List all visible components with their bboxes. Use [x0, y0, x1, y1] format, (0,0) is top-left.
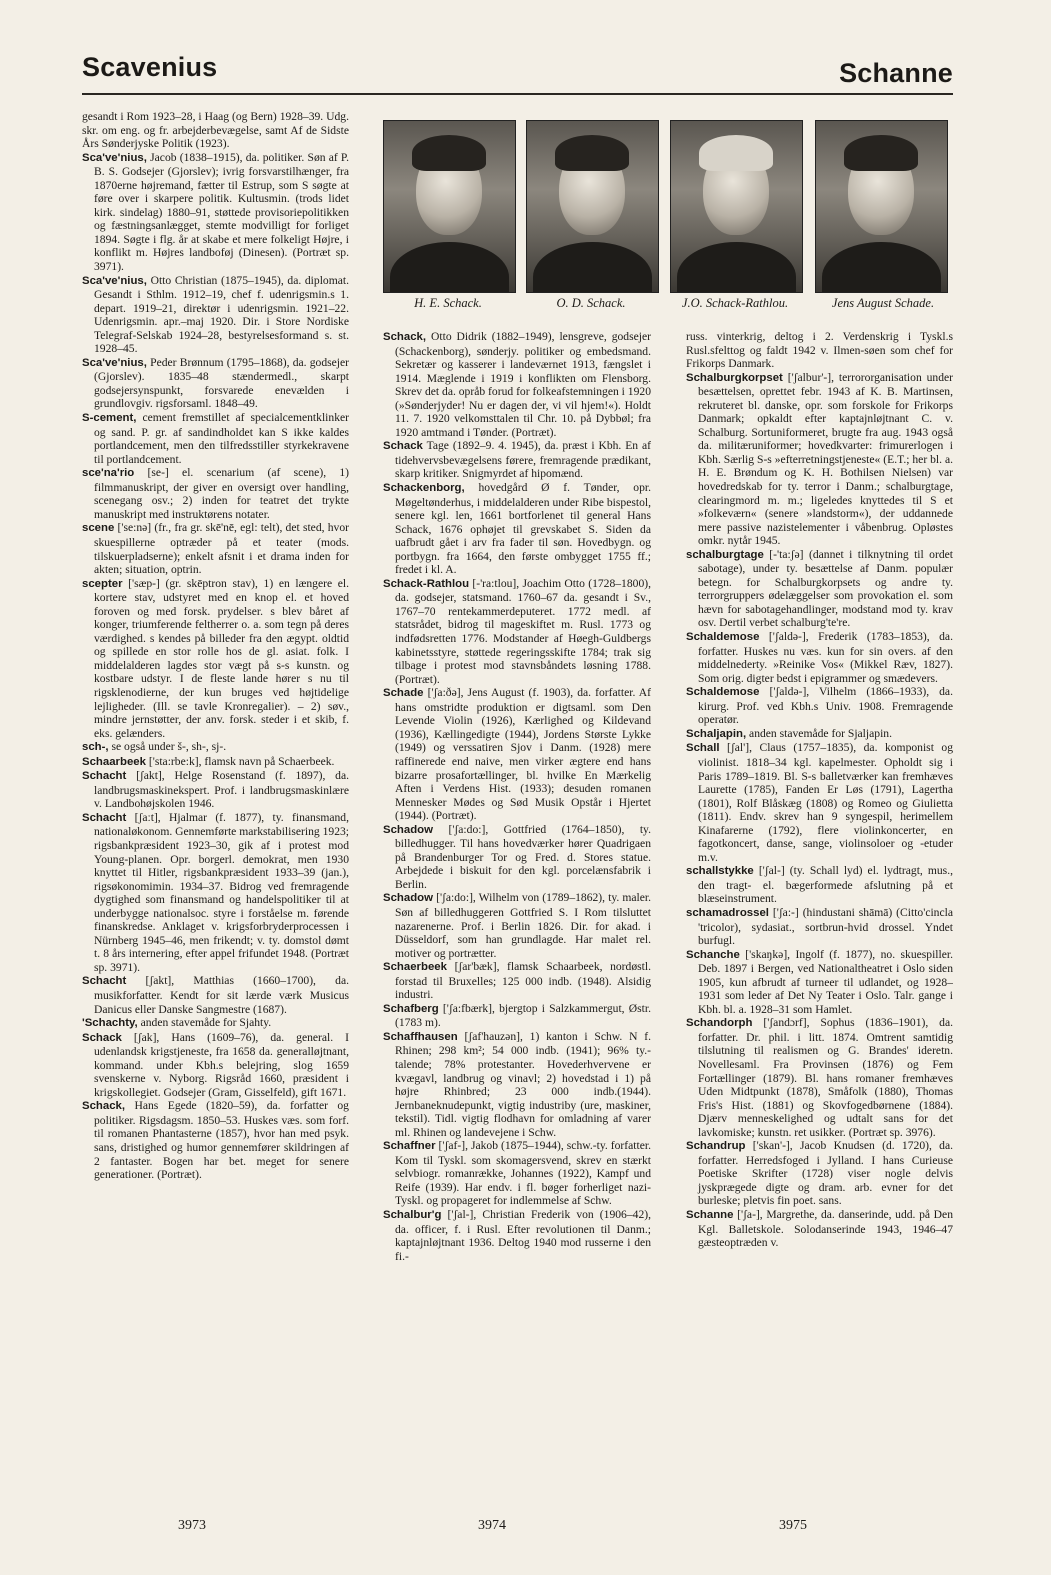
dictionary-entry [82, 356, 349, 411]
dictionary-entry [82, 1016, 349, 1031]
dictionary-entry [82, 1099, 349, 1181]
entry-text: [ʃakt], Matthias (1660–1700), da. musikforfatter. Kendt for sit lærde værk Musicus Danicus eller Danske Sangmestre (1687). [94, 974, 349, 1016]
dictionary-entry [82, 811, 349, 975]
entry-text: [ʃaf'hauzən], 1) kanton i Schw. N f. Rhinen; 298 km²; 54 000 indb. (1941); 96% ty.-talende; 78% protestanter. Hovederhvervene er kvægavl, landbrug og vinavl; 2) hovedstad i 1) på højre Rhinbred; 23 000 indb.(1944). Jernbaneknudepunkt, vigtig industriby (ure, maskiner, tekstil). Tidl. vigtig flodhavn for omladning af varer ml. Rhinen og landevejene i Schw. [395, 1029, 651, 1139]
entry-headword: schallstykke [686, 865, 754, 878]
entry-headword: 'Schachty, [82, 1017, 138, 1030]
entry-text: ['sæp-] (gr. skēptron stav), 1) en længere el. kortere stav, udstyret med en knop el. et hoved foroven og med forsk. prydelser. s blev båret af konger, triumferende feltherrer o. a. som tegn på deres værdighed. s kendes på billeder fra den ægypt. oldtid og spillede en stor rolle hos de gl. asiat. folk. I middelalderen lagdes stor vægt på s-s kunstn. og kostbare udstyr. I de fleste lande hører s nu til rigsklenodierne, der kun bruges ved højtidelige lejligheder. (Ill. se tavle Kronregalier). – 2) søv., mindre jernstøtter, der anv. forsk. steder i et skib, f. eks. gelænders. [94, 576, 349, 740]
entry-headword: Schack, [82, 1100, 126, 1113]
page-number: 3974 [478, 1518, 506, 1533]
entry-headword: Schack, [383, 331, 427, 343]
entry-headword: Schaerbeek [383, 961, 447, 974]
entry-text: ['ʃa:-] (hindustani shāmā) (Citto'cincla 'tricolor), sydasiat., sortbrun-hvid drossel. Yndet burfugl. [698, 905, 953, 948]
entry-text: Peder Brønnum (1795–1868), da. godsejer (Gjorslev). 1835–48 stændermedl., skarpt godsejersynspunkt, forsvarede enevælden i grundlovgiv. rigsforsaml. 1848–49. [94, 355, 349, 411]
entry-headword: Schack-Rathlou [383, 577, 470, 590]
dictionary-entry [383, 1002, 651, 1030]
dictionary-entry [686, 548, 953, 630]
dictionary-entry [383, 960, 651, 1002]
entry-headword: Schall [686, 742, 720, 755]
entry-text: ['ʃal-], Christian Frederik von (1906–42), da. officer, f. i Rusl. Efter revolutionen til Danm.; kaptajnløjtnant 1936. Deltog 1940 mod russerne i den fi.- [395, 1208, 651, 1263]
entry-text: ['ʃandɔrf], Sophus (1836–1901), da. forfatter. Dr. phil. i litt. 1874. Omtrent samtidig tilslutning til realismen og G. Brandes' ideretn. Novellesaml. Fra Provinsen (1876) og Fem Fortællinger (1879). Bl. hans romaner fremhæves Uden Midtpunkt (1878), Småfolk (1880), Thomas Fris's Hist. (1881) og Skovfogedbørnene (1884). Djærv menneskelighed og udtalt sans for det lavkomiske; kunstn. ret usikker. (Portræt sp. 3976). [698, 1016, 953, 1139]
dictionary-entry [686, 1139, 953, 1208]
dictionary-entry [82, 1031, 349, 1100]
column-3 [686, 330, 953, 1495]
entry-text: ['ʃaldə-], Vilhelm (1866–1933), da. kirurg. Prof. ved Kbh.s Univ. 1908. Fremragende operatør. [698, 685, 953, 727]
portrait-photo [815, 120, 948, 293]
entry-headword: Schafberg [383, 1002, 439, 1015]
entry-headword: sce'na'rio [82, 467, 135, 480]
entry-text: se også under š-, sh-, sj-. [111, 740, 227, 754]
entry-text: Tage (1892–9. 4. 1945), da. præst i Kbh. En af tidehvervsbevægelsens førere, fremragende prædikant, skarp kritiker. Snigmyrdet af hipomænd. [395, 439, 651, 481]
entry-text: ['ʃalbur'-], terrororganisation under besættelsen, oprettet febr. 1943 af K. B. Martinsen, rekruteret bl. danske, opr. som forskole for Frikorps Danmark; opkaldt efter kaptajnløjtnant C. v. Schalburg. Sortuniformeret, brugte fra aug. 1943 også da. militæruniformer; hovedkvarter: frimurerlogen i Kbh. Særlig S-s »efterretningstjeneste« (E.T.; her bl. a. H. E. Brøndum og K. H. Bothilsen Nielsen) var hovedredskab for ty. terror i Danm.; schalburgtage, clearingmord m. m.; ligeledes knyttedes til S et »folkeværn« (senere »landstorm«), der uddannede mere passive nazistelementer i våbenbrug. Opløstes omkr. nytår 1945. [698, 370, 953, 548]
entry-text: ['skaŋkə], Ingolf (f. 1877), no. skuespiller. Deb. 1897 i Bergen, ved Nationaltheatret i Oslo siden 1905, kun afbrudt af turneer til udlandet, og 1928–1931 som leder af Det Ny Teater i Oslo. Talr. gange i Kbh. bl. a. 1928–31 som Hamlet. [698, 947, 953, 1016]
entry-text: ['ʃaf-], Jakob (1875–1944), schw.-ty. forfatter. Kom til Tyskl. som skomagersvend, skrev en stærkt selvbiogr. romanrække, Johannes (1922), Kampf und Reife (1939). Har endv. i fl. bøger forherliget nazi-Tyskl. og propageret for indlemmelse af Schw. [395, 1139, 651, 1208]
entry-headword: S-cement, [82, 412, 137, 425]
entry-text: Jacob (1838–1915), da. politiker. Søn af P. B. S. Godsejer (Gjorslev); ivrig forsvarstilhænger, fra 1870erne højremand, fætter til Estrup, som S søgte at føre over i skarpere politik. Kultusmin. (trods lidet kirk. sindelag) 1880–91, støttede provisoriepolitikken og fæstningsanlægget, stemte modvilligt for forliget 1894. Søgte i flg. år at skabe et mere folkeligt Højre, i konflikt m. Højres landboføj (Dinesen). (Portræt sp. 3971). [94, 150, 349, 274]
entry-text: cement fremstillet af specialcementklinker og sand. P. gr. af sandindholdet kan S ikke kaldes portlandcement, men den tilfredsstiller styrkekravene til portlandcement. [94, 411, 349, 466]
entry-text: ['ʃal-] (ty. Schall lyd) el. lydtragt, mus., den tragt- el. bægerformede afslutning på et blæseinstrument. [698, 864, 953, 906]
entry-headword: Schacht [82, 770, 127, 783]
dictionary-entry [82, 151, 349, 274]
entry-text: Hans Egede (1820–59), da. forfatter og politiker. Rigsdagsm. 1850–53. Huskes væs. som forf. til romanen Phantasterne (1857), hvor han med psyk. sans, dristighed og humor gennemfører skildringen af 2 fantaster. Bogen har bet. meget for senere generationer. (Portræt). [94, 1099, 349, 1182]
entry-headword: Schalbur'g [383, 1209, 442, 1221]
dictionary-entry [82, 466, 349, 521]
header-rule [82, 93, 953, 95]
entry-headword: schamadrossel [686, 906, 769, 919]
entry-text: anden stavemåde for Sjahty. [140, 1016, 272, 1030]
entry-text: ['skan'-], Jacob Knudsen (d. 1720), da. forfatter. Herredsfoged i Jylland. I hans Curieuse Poetiske Skrifter (1728) viser nogle delvis jyskprægede digte og dram. arb. evner for det burleske; pletvis fin poet. sans. [698, 1139, 953, 1208]
dictionary-entry [383, 330, 651, 439]
portrait-caption: O. D. Schack. [556, 296, 626, 310]
entry-headword: Schade [383, 687, 424, 700]
entry-headword: Sca've'nius, [82, 356, 147, 369]
portrait-photo [670, 120, 803, 293]
entry-text: ['ʃa:ðə], Jens August (f. 1903), da. forfatter. Af hans omstridte produktion er digtsaml. som Den Levende Violin (1926), Kærlighed og Kildevand (1936), Kællingedigte (1944), Jordens Største Lykke (1949) og verssatiren Sjov i Danm. (1928) mere raffinerede end naive, men virker ægtere end hans bizarre prosafortællinger, bl. hvilke En Mærkelig Aften i Verdens Hist. (1933); desuden romanen Mennesker Mødes og Sød Musik Opstår i Hjertet (1944). (Portræt). [395, 686, 651, 823]
entry-headword: Schanne [686, 1209, 734, 1221]
entry-text: [se-] el. scenarium (af scene), 1) filmmanuskript, der giver en oversigt over handling, scenegang osv.; 2) inden for teatret det trykte manuskript med instruktørens notater. [94, 466, 349, 521]
entry-headword: Schack [82, 1031, 122, 1044]
entry-headword: Schadow [383, 892, 434, 905]
entry-text: ['ʃa-], Margrethe, da. danserinde, udd. på Den Kgl. Balletskole. Solodanserinde 1943, 1946–47 gæsteoptræden v. [698, 1208, 953, 1250]
entry-text: Otto Didrik (1882–1949), lensgreve, godsejer (Schackenborg), sønderjy. politiker og embedsmand. Sekretær og kasserer i landeværnet 1913, fængslet i 1914. Mæglende i 1919 i konflikten om Flensborg. Skrev det da. opråb forud for folkeafstemningen i 1920 (»Sønderjyder! Nu er dagen der, vi vil hjem!«). Holdt 11. 7. 1920 velkomsttalen til Chr. 10. på Dybbøl; fra 1920 amtmand i Tønder. (Portræt). [395, 330, 651, 439]
dictionary-entry [383, 1208, 651, 1263]
dictionary-entry [686, 864, 953, 906]
portrait-caption: J.O. Schack-Rathlou. [681, 296, 789, 310]
portrait-photo [526, 120, 659, 293]
dictionary-entry [686, 1016, 953, 1139]
dictionary-entry [686, 727, 953, 742]
entry-headword: Schandrup [686, 1140, 746, 1153]
entry-text: [-'ta:ʃə] (dannet i tilknytning til ordet sabotage), under ty. besættelse af Danm. populær betegn. for Schalburgkorpsets og andre ty. terrorgruppers ødelæggelser som provokation el. som hævn for sabotagehandlinger, modstand mod ty. krav osv. Dertil verbet schalburg'te're. [698, 547, 953, 630]
entry-headword: Sca've'nius, [82, 151, 147, 164]
dictionary-entry [82, 521, 349, 576]
dictionary-entry [383, 686, 651, 822]
entry-text: ['sta:rbe:k], flamsk navn på Schaerbeek. [148, 754, 335, 768]
portrait-photo [383, 120, 516, 293]
entry-text: ['ʃaldə-], Frederik (1783–1853), da. forfatter. Huskes nu væs. kun for sin overs. af den middelnederty. »Reinike Vos« (Mikkel Ræv, 1827). Som orig. digter bedst i epigrammer og smædevers. [698, 630, 953, 685]
dictionary-entry [82, 411, 349, 466]
dictionary-entry [383, 439, 651, 481]
dictionary-entry [383, 481, 651, 577]
entry-headword: Schaljapin, [686, 727, 747, 740]
dictionary-entry [383, 823, 651, 892]
entry-headword: Schadow [383, 823, 434, 836]
dictionary-entry [383, 1139, 651, 1208]
dictionary-entry [686, 741, 953, 864]
entry-headword: Schack [383, 440, 423, 453]
entry-text: ['ʃa:do:], Gottfried (1764–1850), ty. billedhugger. Til hans hovedværker hører Quadrigaen på Brandenburger Tor og Fred. d. Stores statue. Arbejdede i biskuit for den kgl. porcelænsfabrik i Berlin. [395, 822, 651, 891]
entry-headword: Schanche [686, 948, 740, 961]
portrait-caption: H. E. Schack. [414, 296, 482, 310]
entry-headword: Schaarbeek [82, 755, 146, 768]
entry-text: [ʃar'bæk], flamsk Schaarbeek, nordøstl. forstad til Bruxelles; 125 000 indb. (1948). Alsidig industri. [395, 960, 651, 1002]
dictionary-entry [82, 110, 349, 151]
portrait-strip [383, 120, 953, 325]
dictionary-entry [383, 891, 651, 960]
entry-text: Otto Christian (1875–1945), da. diplomat. Gesandt i Sthlm. 1912–19, chef f. udenrigsmin.s 1. depart. 1919–21, direktør i udenrigsmin. 1921–22. Udenrigsmin. apr.–maj 1920. Dir. i Store Nordiske Telegraf-Selskab 1924–28, bestyrelsesformand s. st. 1928–45. [94, 273, 349, 356]
entry-headword: scene [82, 522, 115, 535]
entry-headword: Schandorph [686, 1017, 753, 1030]
page-number: 3973 [178, 1518, 206, 1533]
dictionary-entry [686, 906, 953, 948]
entry-text: [ʃal'], Claus (1757–1835), da. komponist og violinist. 1818–34 kgl. kapelmester. Opholdt sig i Paris 1789–1819. Bl. S-s balletværker kan fremhæves Laurette (1785), Fanden Er Løs (1791), Lagertha (1801), Rolf Blåskæg (1808) og Romeo og Giulietta (1811). Endv. skrev han 9 syngespil, herimellem Kinafarerne (1792), flere violinkoncerter, en fagotkoncert, danse, sange, violinsoloer og -etuder m.v. [698, 741, 953, 864]
entry-text: ['ʃa:do:], Wilhelm von (1789–1862), ty. maler. Søn af billedhuggeren Gottfried S. I Rom tilsluttet nazarenerne. Prof. i Berlin 1826. Dir. for akad. i Düsseldorf, som han grundlagde. Har malet rel. motiver og portrætter. [395, 891, 651, 960]
entry-headword: Schalburgkorpset [686, 371, 783, 384]
entry-text: ['ʃa:fbærk], bjergtop i Salzkammergut, Østr. (1783 m). [395, 1001, 651, 1030]
entry-headword: Schaffner [383, 1140, 436, 1153]
entry-headword: sch-, [82, 741, 109, 754]
column-2 [383, 330, 651, 1495]
entry-text: hovedgård Ø f. Tønder, opr. Møgeltønderhus, i middelalderen under Ribe bispestol, senere kgl. len, 1661 bortforlenet til general Hans Schack, 1676 ophøjet til grevskabet S. Siden da uafbrudt gået i arv fra fader til søn. Hovedbygn. og portbygn. fra 1664, den første ombygget 1755 ff.; fredet i kl. A. [395, 481, 651, 577]
dictionary-entry [686, 630, 953, 685]
dictionary-entry [82, 974, 349, 1016]
entry-text: [ʃakt], Helge Rosenstand (f. 1897), da. landbrugsmaskinekspert. Prof. i landbrugsmaskinlære v. Landbohøjskolen 1946. [94, 769, 349, 811]
dictionary-entry [82, 769, 349, 811]
entry-headword: Schaffhausen [383, 1030, 458, 1043]
dictionary-entry [686, 948, 953, 1017]
entry-headword: schalburgtage [686, 548, 764, 561]
entry-headword: Schaldemose [686, 686, 760, 699]
entry-headword: Schaldemose [686, 631, 760, 644]
entry-text: anden stavemåde for Sjaljapin. [749, 726, 892, 740]
entry-text: ['se:nə] (fr., fra gr. skē'nē, egl: telt), det sted, hvor skuespillerne optræder på et teater (mods. tilskuerpladserne); enkelt afsnit i et drama inden for akten; situation, optrin. [94, 521, 349, 577]
dictionary-entry [383, 577, 651, 686]
dictionary-entry [82, 740, 349, 755]
entry-headword: scepter [82, 577, 123, 590]
entry-headword: Schacht [82, 811, 127, 824]
dictionary-entry [82, 577, 349, 741]
dictionary-entry [383, 1030, 651, 1139]
dictionary-entry [686, 330, 953, 371]
dictionary-entry [686, 1208, 953, 1250]
entry-text: [ʃak], Hans (1609–76), da. general. I udenlandsk krigstjeneste, fra 1658 da. generalløjtnant, kommand. under Kbh.s belejring, slog 1659 svenskerne v. Nyborg. Rigsråd 1660, præsident i krigskollegiet. Godsejer (Gram, Gisselfeld), gift 1671. [94, 1030, 349, 1099]
portrait-caption: Jens August Schade. [831, 296, 935, 310]
entry-text: [-'ra:tlou], Joachim Otto (1728–1800), da. godsejer, statsmand. 1760–67 da. gesandt i Sv., 1767–70 rentekammerdeputeret. 1772 medl. af statsrådet, bidrog til mageskiftet m. Rusl. 1773 og indfødsretten 1776. Modstander af Høegh-Guldbergs kabinetsstyre, støttede regeringsskifte 1784; trak sig tilbage i protest mod stavnsbåndets løsning 1788. (Portræt). [395, 576, 651, 686]
page-number: 3975 [779, 1518, 807, 1533]
running-head-left: Scavenius [82, 52, 218, 82]
entry-text: [ʃaːt], Hjalmar (f. 1877), ty. finansmand, nationaløkonom. Gennemførte markstabilisering 1923; rigsbankpræsident 1923–30, gik af i protest mod Young-planen. Opr. borgerl. demokrat, men 1930 knyttet til Hitler, rigsbankpræsident 1933–39 (jan.), rigsøkonomimin. 1934–37. Bidrog ved fremragende dygtighed som finansmand og handelspolitiker til at underbygge nationalsoc. styre i forståelse m. førende finanskredse. Anklaget v. krigsforbryderprocessen i Nürnberg 1945–46, men frikendt; v. ty. domstol dømt t. 8 års internering, efter appel frifundet 1948. (Portræt sp. 3971). [94, 810, 349, 974]
entry-text: russ. vinterkrig, deltog i 2. Verdenskrig i Tyskl.s Rusl.sfelttog og faldt 1942 v. Ilmen-søen som chef for Frikorps Danmark. [686, 330, 953, 371]
entry-headword: Sca've'nius, [82, 274, 147, 287]
entry-headword: Schacht [82, 975, 127, 988]
dictionary-entry [686, 685, 953, 727]
entry-text: gesandt i Rom 1923–28, i Haag (og Bern) 1928–39. Udg. skr. om eng. og fr. arbejderbevægelse, samt Af de Sidste Års Sønderjyske Politik (1923). [82, 110, 349, 151]
dictionary-entry [82, 755, 349, 770]
column-1 [82, 110, 349, 1495]
dictionary-entry [82, 274, 349, 356]
dictionary-entry [686, 371, 953, 548]
running-head-right: Schanne [839, 58, 953, 88]
entry-headword: Schackenborg, [383, 482, 465, 495]
